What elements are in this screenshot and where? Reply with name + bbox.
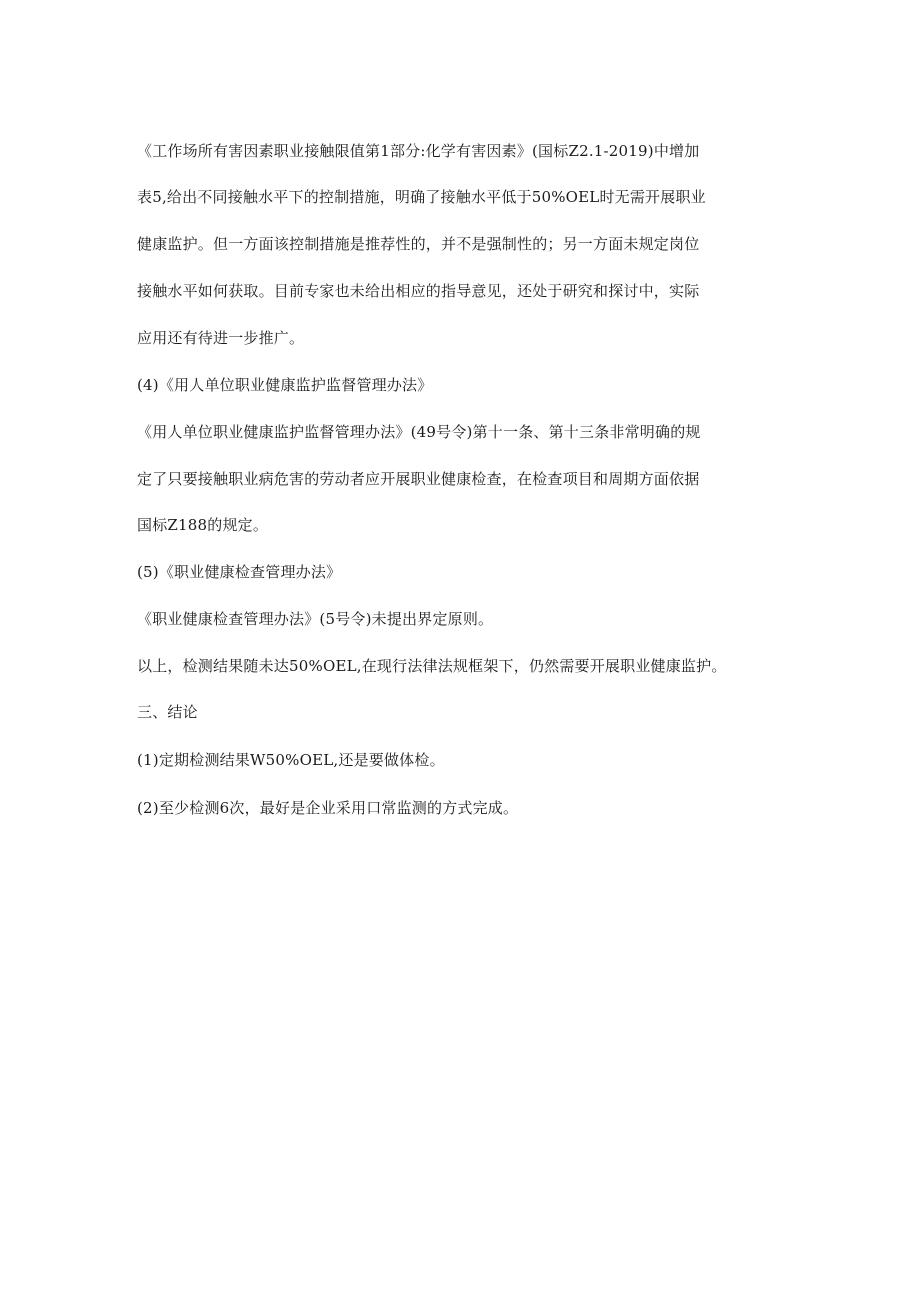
paragraph-2-line-1: 《用人单位职业健康监护监督管理办法》(49号令)第十一条、第十三条非常明确的规 — [137, 423, 701, 441]
paragraph-1-line-2: 表5,给出不同接触水平下的控制措施，明确了接触水平低于50%OEL时无需开展职业 — [137, 188, 706, 206]
section-heading: 三、结论 — [137, 703, 198, 721]
paragraph-4: 以上，检测结果随未达50%OEL,在现行法律法规框架下，仍然需要开展职业健康监护。 — [137, 657, 727, 675]
paragraph-2-line-3: 国标Z188的规定。 — [137, 516, 269, 534]
heading-5: (5)《职业健康检查管理办法》 — [137, 563, 342, 581]
paragraph-1-line-3: 健康监护。但一方面该控制措施是推荐性的，并不是强制性的；另一方面未规定岗位 — [137, 235, 700, 253]
paragraph-2-line-2: 定了只要接触职业病危害的劳动者应开展职业健康检查，在检查项目和周期方面依据 — [137, 470, 700, 488]
paragraph-1-line-4: 接触水平如何获取。目前专家也未给出相应的指导意见，还处于研究和探讨中，实际 — [137, 282, 700, 300]
conclusion-item-1: (1)定期检测结果W50%OEL,还是要做体检。 — [137, 751, 445, 769]
paragraph-1-line-1: 《工作场所有害因素职业接触限值第1部分:化学有害因素》(国标Z2.1-2019)中增加 — [137, 142, 700, 160]
paragraph-1-line-5: 应用还有待进一步推广。 — [137, 329, 305, 347]
conclusion-item-2: (2)至少检测6次，最好是企业采用口常监测的方式完成。 — [137, 799, 519, 817]
heading-4: (4)《用人单位职业健康监护监督管理办法》 — [137, 376, 433, 394]
paragraph-3: 《职业健康检查管理办法》(5号令)未提出界定原则。 — [137, 610, 494, 628]
